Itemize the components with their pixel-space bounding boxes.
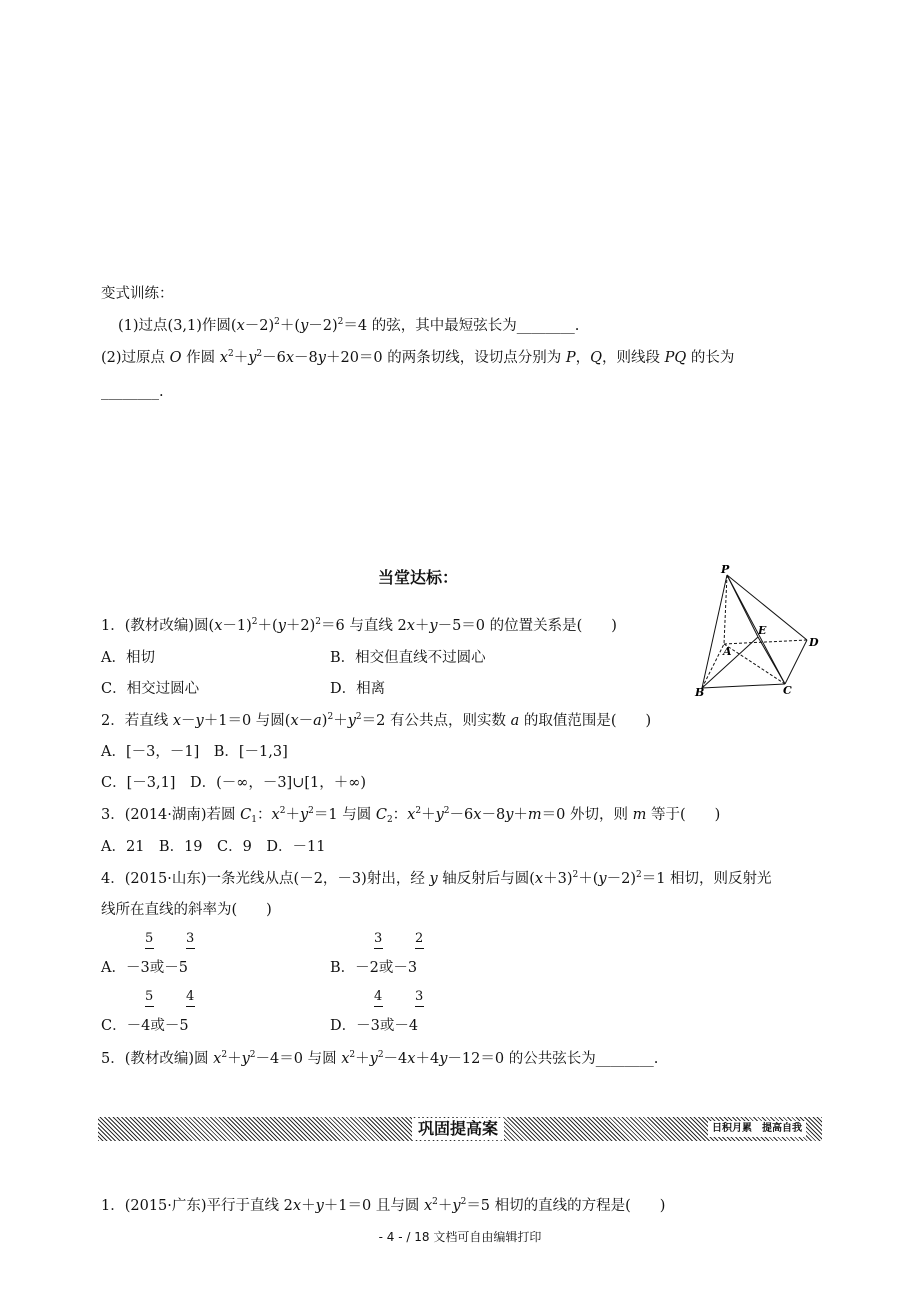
label-b: B	[695, 686, 705, 699]
question-2-stem: 2．若直线 x－y＋1＝0 与圆$(x-a)^2+y^2=2$ 有公共点，则实数 a 的取值范围是( )	[101, 712, 652, 729]
q4-b-numerator-2: 2	[415, 932, 424, 949]
question-1-option-b: B．相交但直线不过圆心	[330, 650, 486, 666]
question-1-stem: 1．(教材改编)圆$(x-1)^2+(y+2)^2=6$ 与直线 2x＋y－5＝0 的位置关系是( )	[101, 617, 617, 634]
label-a: A	[723, 645, 732, 658]
banner-motto: 日积月累 提高自我	[708, 1121, 806, 1137]
question-4-option-d: D．－3或－4	[330, 1018, 419, 1034]
q4-a-numerator-1: 5	[145, 932, 154, 949]
variant-heading: 变式训练：	[101, 286, 174, 302]
edge-ba	[702, 644, 724, 688]
pyramid-figure	[690, 562, 826, 700]
edge-ac	[724, 644, 785, 684]
question-2-options-cd: C．[－3,1] D．(－∞，－3]∪[1，＋∞)	[101, 775, 366, 791]
label-c: C	[783, 684, 792, 697]
edge-cd	[785, 640, 807, 684]
banner-title: 巩固提高案	[412, 1118, 504, 1140]
q4-d-numerator-1: 4	[374, 990, 383, 1007]
label-d: D	[809, 636, 819, 649]
edge-ad	[724, 640, 807, 644]
section-title: 当堂达标：	[378, 568, 459, 587]
question-3-options: A．21 B．19 C．9 D．－11	[101, 839, 326, 855]
question-4-option-a: A．－3或－5	[101, 960, 188, 976]
q4-d-numerator-2: 3	[415, 990, 424, 1007]
variant-question-2-blank: ________.	[101, 384, 164, 400]
edge-pd	[727, 575, 807, 640]
question-5-stem: 5．(教材改编)圆 $x^2+y^2-4=0$ 与圆 $x^2+y^2-4x+4y-12=0$ 的公共弦长为________.	[101, 1050, 659, 1067]
page-footer: - 4 - / 18 文档可自由编辑打印	[378, 1230, 542, 1244]
question-4-option-b: B．－2或－3	[330, 960, 418, 976]
question-4-option-c: C．－4或－5	[101, 1018, 189, 1034]
question-1-option-a: A．相切	[101, 650, 155, 666]
question-2-options-ab: A．[－3，－1] B．[－1,3]	[101, 744, 288, 760]
edge-bc	[702, 684, 785, 688]
edge-pe	[727, 575, 758, 637]
question-1-option-c: C．相交过圆心	[101, 681, 200, 697]
question-4-stem-line-2: 线所在直线的斜率为( )	[101, 902, 272, 918]
edge-ec	[758, 637, 785, 684]
q4-a-numerator-2: 3	[186, 932, 195, 949]
q4-b-numerator-1: 3	[374, 932, 383, 949]
question-1-option-d: D．相离	[330, 681, 386, 697]
variant-question-1: (1)过点(3,1)作圆$(x-2)^2+(y-2)^2=4$ 的弦，其中最短弦长为________.	[118, 317, 580, 334]
consolidation-question-1: 1．(2015·广东)平行于直线 2x＋y＋1＝0 且与圆 $x^2+y^2=5$ 相切的直线的方程是( )	[101, 1197, 666, 1214]
edge-pb	[702, 575, 727, 688]
question-4-stem: 4．(2015·山东)一条光线从点(－2，－3)射出，经 y 轴反射后与圆$(x+3)^2+(y-2)^2=1$ 相切，则反射光	[101, 870, 772, 887]
question-3-stem: 3．(2014·湖南)若圆 $C_1$：$x^2+y^2=1$ 与圆 $C_2$：$x^2+y^2-6x-8y+m=0$ 外切，则 m 等于( )	[101, 806, 721, 825]
q4-c-numerator-2: 4	[186, 990, 195, 1007]
variant-question-2: (2)过原点 O 作圆 $x^2+y^2-6x-8y+20=0$ 的两条切线，设切点分别为 P，Q，则线段 PQ 的长为	[101, 349, 735, 366]
q4-c-numerator-1: 5	[145, 990, 154, 1007]
label-e: E	[758, 624, 767, 637]
label-p: P	[721, 563, 730, 576]
